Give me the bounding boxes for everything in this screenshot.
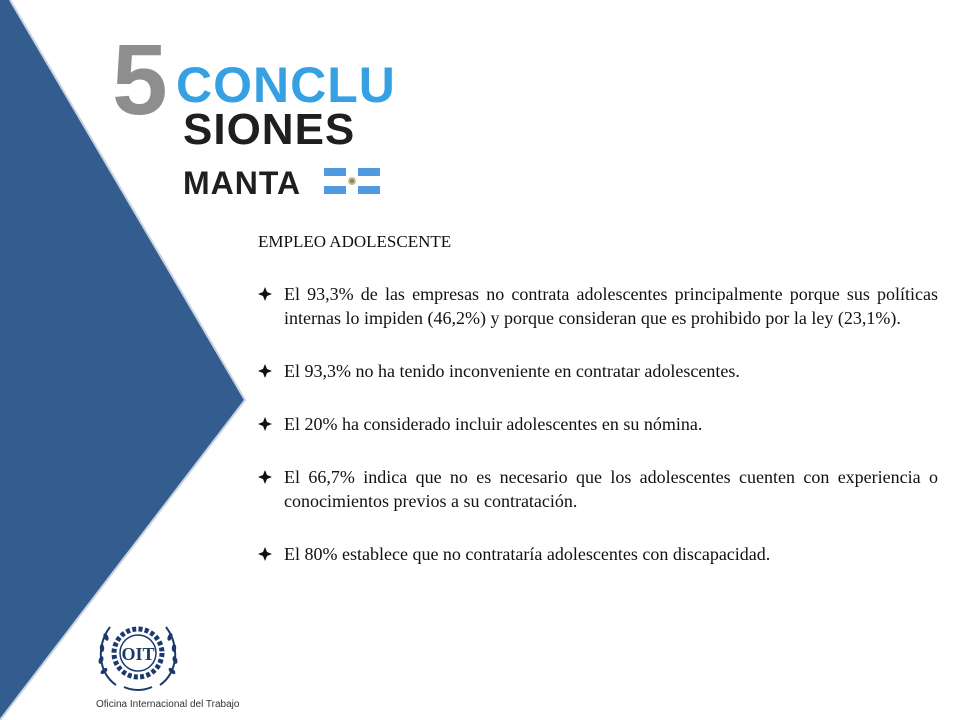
list-item-text: El 20% ha considerado incluir adolescentes en su nómina. bbox=[284, 414, 703, 434]
manta-flag-icon bbox=[324, 168, 380, 194]
diamond-bullet-icon bbox=[258, 364, 272, 378]
title-line-2: SIONES bbox=[183, 105, 356, 154]
conclusions-list bbox=[258, 282, 938, 595]
oit-logo bbox=[92, 615, 252, 715]
title-line-1: CONCLU bbox=[176, 57, 396, 113]
list-item-text: El 80% establece que no contrataría adolescentes con discapacidad. bbox=[284, 544, 771, 564]
diamond-bullet-icon bbox=[258, 287, 272, 301]
diamond-bullet-icon bbox=[258, 547, 272, 561]
list-item-text: El 93,3% no ha tenido inconveniente en contratar adolescentes. bbox=[284, 361, 740, 381]
logo-caption: Oficina Internacional del Trabajo bbox=[96, 699, 240, 710]
list-item bbox=[258, 465, 938, 513]
section-heading: EMPLEO ADOLESCENTE bbox=[258, 232, 452, 251]
list-item bbox=[258, 282, 938, 330]
list-item bbox=[258, 542, 938, 566]
list-item bbox=[258, 412, 938, 436]
list-item bbox=[258, 359, 938, 383]
oit-emblem-letters: OIT bbox=[121, 644, 155, 664]
diamond-bullet-icon bbox=[258, 470, 272, 484]
oit-emblem-icon bbox=[92, 615, 184, 695]
diamond-bullet-icon bbox=[258, 417, 272, 431]
section-number: 5 bbox=[112, 24, 168, 136]
list-item-text: El 66,7% indica que no es necesario que los adolescentes cuenten con experiencia o conocimientos previos a su contratación. bbox=[284, 467, 938, 511]
list-item-text: El 93,3% de las empresas no contrata adolescentes principalmente porque sus políticas internas lo impiden (46,2%) y porque consideran que es prohibido por la ley (23,1%). bbox=[284, 284, 938, 328]
city-title: MANTA bbox=[183, 165, 302, 201]
